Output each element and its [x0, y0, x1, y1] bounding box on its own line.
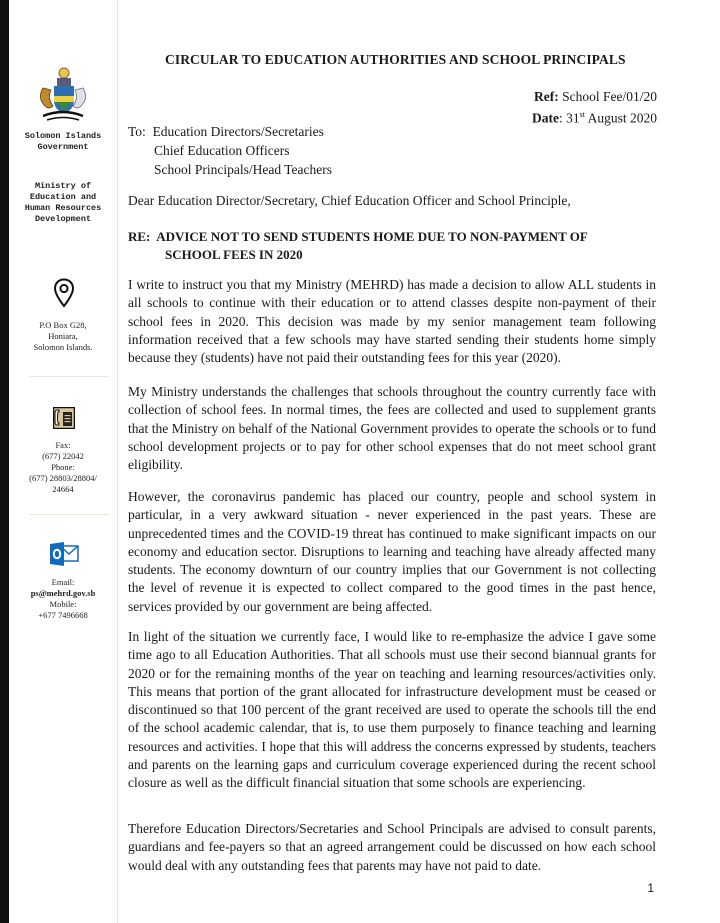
reference-block [532, 88, 657, 128]
ministry-name-line: Development [34, 214, 92, 224]
phone-number: (677) 28803/28804/ [29, 473, 97, 483]
org-name-line: Solomon Islands [24, 131, 102, 141]
sidebar-divider [29, 376, 109, 377]
subject-block [128, 228, 656, 263]
body-paragraph [128, 383, 656, 474]
salutation: Dear Education Director/Secretary, Chief Education Officer and School Principle, [128, 193, 571, 208]
phone-fax-icon [53, 407, 75, 434]
fax-label: Fax: [55, 440, 71, 450]
ministry-name-line: Human Resources [24, 203, 102, 213]
sidebar-divider [29, 514, 109, 515]
address-line: Solomon Islands. [33, 342, 93, 352]
recipient: Chief Education Officers [154, 143, 290, 158]
paragraph-text: Therefore Education Directors/Secretaries and School Principals are advised to consult parents, guardians and fee-payers so that an agreed arrangement could be discussed on how each school would deal with any outstanding fees that parents may have not paid to date. [128, 821, 656, 873]
ministry-name-line: Ministry of [34, 181, 92, 191]
date-suffix: st [579, 110, 585, 119]
mobile-number: +677 7496668 [38, 610, 88, 620]
letterhead-sidebar [9, 0, 118, 923]
paragraph-text: However, the coronavirus pandemic has placed our country, people and school system in particular, in a very awkward situation - never experienced in the past years. These are unprecedented times and the COVID-19 threat has continued to make significant impacts on our economy and education sector. Disruptions to learning and teaching have already affected many students. The economy downturn of our country implies that our Government is not collecting the level of revenue it is expected to collect compared to the good times in the past hence, services provided by our government are being affected. [128, 489, 656, 614]
email-address[interactable]: ps@mehrd.gov.sb [30, 588, 96, 598]
paragraph-text: I write to instruct you that my Ministry (MEHRD) has made a decision to allow ALL students in all schools to continue with their education or to attend classes despite non-payment of their school fees in 2020. This decision was made by my senior management team following information received that a few schools may have started sending their students home simply because they (students) have not paid their outstanding fees for this year (2020). [128, 277, 656, 366]
org-name-line: Government [37, 142, 89, 152]
date-label: Date [531, 110, 559, 126]
location-pin-icon [53, 278, 75, 313]
address-line: Honiara, [48, 331, 78, 341]
body-paragraph [128, 820, 656, 875]
fax-number: (677) 22042 [42, 451, 84, 461]
ministry-name-line: Education and [29, 192, 97, 202]
outlook-mail-icon [49, 541, 79, 572]
email-label: Email: [51, 577, 75, 587]
date-line: Date: 31st August 2020 [531, 110, 657, 126]
page-number: 1 [647, 881, 654, 895]
paragraph-text: In light of the situation we currently face, I would like to re-emphasize the advice I gave some time ago to all Education Authorities. That all schools must use their second biannual grants for 2020 or for the remaining months of the year on teaching and learning resources/activities only. This means that portion of the grant allocated for infrastructure development must be ceased or discontinued so that 100 percent of the grant received are used to operate the schools till the end of the school academic calendar, that is, to use them purposely to finance teaching and learning resources and activities. I hope that this will address the concerns expressed by students, teachers and parents on the learning gaps and curriculum coverage experienced during the recent school closure as well as the difficult financial situation that some schools are experiencing. [128, 629, 656, 791]
recipients-block [128, 122, 332, 179]
to-label: To: [128, 124, 146, 139]
recipient: Education Directors/Secretaries [152, 124, 324, 139]
address-line: P.O Box G28, [39, 320, 87, 330]
ref-value: School Fee/01/20 [562, 89, 657, 104]
ref-line [532, 88, 657, 106]
body-paragraph [128, 488, 656, 616]
subject-line: SCHOOL FEES IN 2020 [165, 246, 303, 262]
ref-label: Ref: [534, 89, 559, 104]
recipient: School Principals/Head Teachers [154, 162, 333, 177]
body-paragraph [128, 628, 656, 793]
date-rest: August 2020 [587, 110, 657, 126]
mobile-label: Mobile: [49, 599, 77, 609]
page-edge [0, 0, 9, 923]
subject-label: RE: [128, 229, 151, 244]
paragraph-text: My Ministry understands the challenges that schools throughout the country currently face with collection of school fees. In normal times, the fees are collected and used to supplement grants that the Ministry on behalf of the National Government provides to operate the schools or to fund school development projects or to pay for other school expenses that do not meet school grant eligibility. [128, 384, 656, 473]
phone-label: Phone: [51, 462, 75, 472]
body-paragraph [128, 276, 656, 367]
document-title: CIRCULAR TO EDUCATION AUTHORITIES AND SCHOOL PRINCIPALS [165, 52, 626, 67]
subject-line: ADVICE NOT TO SEND STUDENTS HOME DUE TO NON-PAYMENT OF [156, 229, 588, 244]
phone-number: 24664 [52, 484, 74, 494]
date-day: 31 [566, 110, 580, 126]
coat-of-arms-icon [37, 66, 89, 128]
